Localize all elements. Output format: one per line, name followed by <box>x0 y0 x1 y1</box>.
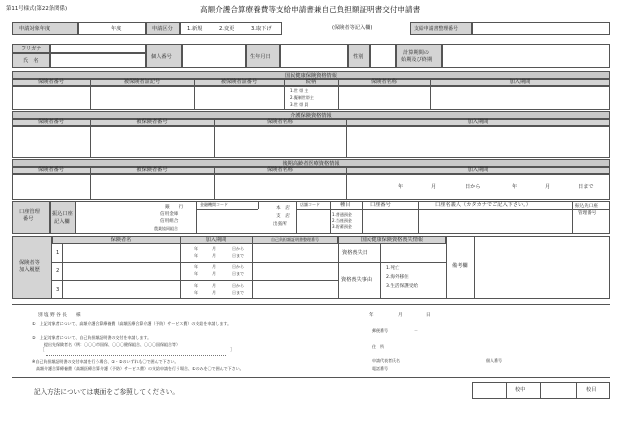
history-row-year: 年 <box>194 253 198 258</box>
sex-label: 性別 <box>353 54 364 60</box>
type-option-change[interactable]: 2.変更 <box>219 26 235 32</box>
history-row-year: 年 <box>194 246 198 251</box>
kind-option-checking[interactable]: 2.当座預金 <box>332 218 352 223</box>
year-label: 申請対象年度 <box>19 26 51 32</box>
period-label-cell <box>396 44 442 68</box>
furigana-input[interactable] <box>50 44 146 53</box>
ltc-col-insurer-name: 保険者名称 <box>267 119 293 125</box>
history-row-year: 年 <box>194 264 198 269</box>
bank-type-credit[interactable]: 信用金庫 <box>160 212 179 217</box>
late-col-insured-no: 被保険者番号 <box>136 167 168 173</box>
year-input[interactable] <box>78 22 146 35</box>
transfer-mgmt-label-2: 管理番号 <box>578 211 597 216</box>
loss-reason-label: 資格喪失事由 <box>341 277 373 283</box>
loss-reason-death[interactable]: 1.死亡 <box>386 266 400 271</box>
declaration-note-2: 高額介護合算療養費（高額医療合算介護（予防）サービス費）の支給申請を行う場合、①のみを〇で囲んで下さい。 <box>32 366 244 371</box>
name-input[interactable] <box>50 53 146 68</box>
acct-mgmt-label-1: 口座管理 <box>19 209 40 215</box>
history-row-month: 月 <box>212 283 216 288</box>
type-option-withdraw[interactable]: 3.取下げ <box>251 26 272 32</box>
history-row-month: 月 <box>212 271 216 276</box>
year-unit: 年度 <box>111 26 122 32</box>
ref-label-cell <box>410 22 472 35</box>
history-label-1: 保険者等 <box>19 260 40 266</box>
indiv-no-input[interactable] <box>182 44 246 68</box>
date-day: 日 <box>426 313 431 318</box>
account-kind-label: 種目 <box>340 202 351 208</box>
history-section <box>12 236 610 299</box>
history-row-to: 日まで <box>232 253 244 258</box>
check-end-label: 校目 <box>586 387 597 393</box>
late-col-insurer-name: 保険者名称 <box>267 167 293 173</box>
late-period-year2: 年 <box>512 184 518 190</box>
branch-code-label: 店舗コード <box>300 202 320 207</box>
ref-number-input[interactable] <box>472 22 610 35</box>
year-label-cell <box>12 22 78 35</box>
history-row-to: 日まで <box>232 290 244 295</box>
transfer-mgmt-label-1: 振込先口座 <box>575 204 598 209</box>
history-row-month: 月 <box>212 253 216 258</box>
indiv-no-label-cell <box>146 44 182 68</box>
late-period-year1: 年 <box>398 184 404 190</box>
branch-type-office[interactable]: 出張所 <box>273 222 287 227</box>
birth-input[interactable] <box>280 44 348 68</box>
check-mid-label: 校中 <box>515 387 526 393</box>
bracket-left: ［ <box>40 348 45 353</box>
nhi-col-cert-symbol: 被保険者証記号 <box>123 79 161 85</box>
history-label-cell <box>12 236 52 299</box>
transfer-entry-label-cell <box>50 201 76 234</box>
postal-label: 郵便番号 <box>372 328 388 333</box>
history-row-from: 日から <box>232 264 244 269</box>
period-input[interactable] <box>442 44 610 68</box>
late-data-row[interactable] <box>12 174 610 200</box>
personal-no-label: 個人番号 <box>486 358 502 363</box>
late-period-until: 日まで <box>578 184 594 190</box>
history-row-year: 年 <box>194 283 198 288</box>
type-label: 申請区分 <box>152 26 173 32</box>
relation-option-quasi[interactable]: 2.擬制世帯主 <box>290 95 314 100</box>
nhi-section-title: 国民健康保険資格情報 <box>12 71 610 79</box>
check-input-1[interactable] <box>472 382 506 399</box>
sex-label-cell <box>348 44 370 68</box>
account-holder-label: 口座名義人（カタカナでご記入下さい。） <box>435 202 531 208</box>
check-input-2[interactable] <box>540 382 576 399</box>
indiv-no-label: 個人番号 <box>151 54 172 60</box>
late-period-month2: 月 <box>545 184 551 190</box>
form-number: 第11号様式(第22条関係) <box>6 6 68 12</box>
period-label-1: 計算期間の <box>403 50 429 56</box>
history-row-number: 2 <box>56 268 60 274</box>
ltc-data-row[interactable] <box>12 126 610 158</box>
late-period-month1: 月 <box>431 184 437 190</box>
late-section-title: 後期高齢者医療資格情報 <box>12 159 610 167</box>
branch-type-branch[interactable]: 支 店 <box>276 214 290 219</box>
furigana-label: フリガナ <box>21 46 42 52</box>
bank-code-label: 金融機関コード <box>200 202 228 207</box>
history-row-year: 年 <box>194 271 198 276</box>
loss-info-title: 国民健康保険資格喪失情報 <box>360 237 424 243</box>
late-col-insurer-no: 保険者番号 <box>38 167 64 173</box>
nhi-col-relation: 続柄 <box>305 79 317 85</box>
history-row-month: 月 <box>212 290 216 295</box>
history-row-from: 日から <box>232 283 244 288</box>
loss-date-label: 資格喪失日 <box>342 250 368 256</box>
type-option-new[interactable]: 1.新規 <box>187 26 203 32</box>
declaration-item-2-sub: 提出先保険者名（例：〇〇〇市国保、〇〇〇健保組合、〇〇〇国保組合等） <box>44 342 180 347</box>
relation-option-member[interactable]: 3.世 帯 員 <box>290 102 309 107</box>
ltc-section-title: 介護保険資格情報 <box>12 111 610 119</box>
bank-type-agri[interactable]: 農業協同組合 <box>154 226 178 231</box>
ltc-col-insured-no: 被保険者番号 <box>136 119 168 125</box>
history-row-to: 日まで <box>232 271 244 276</box>
bank-type-bank[interactable]: 銀 行 <box>165 205 184 210</box>
bank-type-coop[interactable]: 信用組合 <box>160 219 179 224</box>
acct-mgmt-label-cell <box>12 201 50 234</box>
footer-note: 記入方法については裏面をご参照してください。 <box>34 388 179 396</box>
declaration-note-1: ※自己負担額証明書の交付申請を行う場合、①・②のいずれも〇で囲んで下さい。 <box>32 359 179 364</box>
birth-label: 生年月日 <box>250 54 271 60</box>
remarks-label: 備考欄 <box>452 263 468 269</box>
name-label: 氏 名 <box>23 58 39 64</box>
acct-mgmt-label-2: 番号 <box>23 216 34 222</box>
kind-option-savings[interactable]: 1.普通預金 <box>332 212 352 217</box>
type-options[interactable] <box>180 22 282 35</box>
loss-reason-emigration[interactable]: 2.海外移住 <box>386 275 409 280</box>
ref-label: 支給申請書整理番号 <box>414 26 459 32</box>
declaration-item-1: ① 上記対象者について、高額介護合算療養費（高額医療合算介護（予防）サービス費）の支給を申請します。 <box>32 321 232 326</box>
account-number-label: 口座番号 <box>370 202 391 208</box>
relation-option-head[interactable]: 1.世 帯 主 <box>290 88 309 93</box>
late-period-from: 日から <box>465 184 481 190</box>
furigana-label-cell <box>12 44 50 53</box>
type-label-cell <box>146 22 180 35</box>
history-row-number: 1 <box>56 250 60 256</box>
date-year: 年 <box>369 313 374 318</box>
history-col-cert: 自己負担額証明書整理番号 <box>271 237 319 242</box>
name-label-cell <box>12 53 50 68</box>
sex-input[interactable] <box>370 44 396 68</box>
addressee: 別 塩 野 谷 長 様 <box>38 313 81 318</box>
nhi-col-insurer-name: 保険者名称 <box>371 79 397 85</box>
period-label-2: 始期及び終期 <box>401 57 433 63</box>
address-label: 住 所 <box>372 344 384 349</box>
declaration-item-2: ② 上記対象者について、自己負担額証明書の交付を申請します。 <box>32 335 152 340</box>
nhi-col-cert-number: 被保険者証番号 <box>220 79 258 85</box>
insurer-entry-label: (保険者等記入欄) <box>332 25 373 31</box>
history-row-number: 3 <box>56 287 60 293</box>
history-col-name: 保険者名 <box>110 237 132 243</box>
applicant-label: 申請代表者氏名 <box>372 358 400 363</box>
date-month: 月 <box>398 313 403 318</box>
birth-label-cell <box>246 44 280 68</box>
phone-label: 電話番号 <box>372 366 388 371</box>
nhi-col-period: 加入期間 <box>509 79 531 85</box>
late-col-period: 加入期間 <box>467 167 489 173</box>
ltc-col-period: 加入期間 <box>467 119 489 125</box>
kind-option-deposit[interactable]: 3.貯蓄預金 <box>332 224 352 229</box>
history-row-month: 月 <box>212 246 216 251</box>
postal-dash: － <box>414 328 418 333</box>
transfer-entry-label-2: 記入欄 <box>54 219 70 225</box>
bracket-right: ］ <box>230 348 235 353</box>
loss-reason-welfare[interactable]: 3.生活保護受給 <box>386 284 418 289</box>
history-row-from: 日から <box>232 246 244 251</box>
history-label-2: 加入履歴 <box>19 267 40 273</box>
branch-type-main[interactable]: 本 店 <box>276 206 290 211</box>
history-row-year: 年 <box>194 290 198 295</box>
nhi-col-insurer-no: 保険者番号 <box>38 79 64 85</box>
ltc-col-insurer-no: 保険者番号 <box>38 119 64 125</box>
history-row-month: 月 <box>212 264 216 269</box>
transfer-entry-label-1: 振込口座 <box>52 211 73 217</box>
form-title: 高額介護合算療養費等支給申請書兼自己負担額証明書交付申請書 <box>200 5 421 14</box>
history-col-period: 加入期間 <box>205 237 227 243</box>
